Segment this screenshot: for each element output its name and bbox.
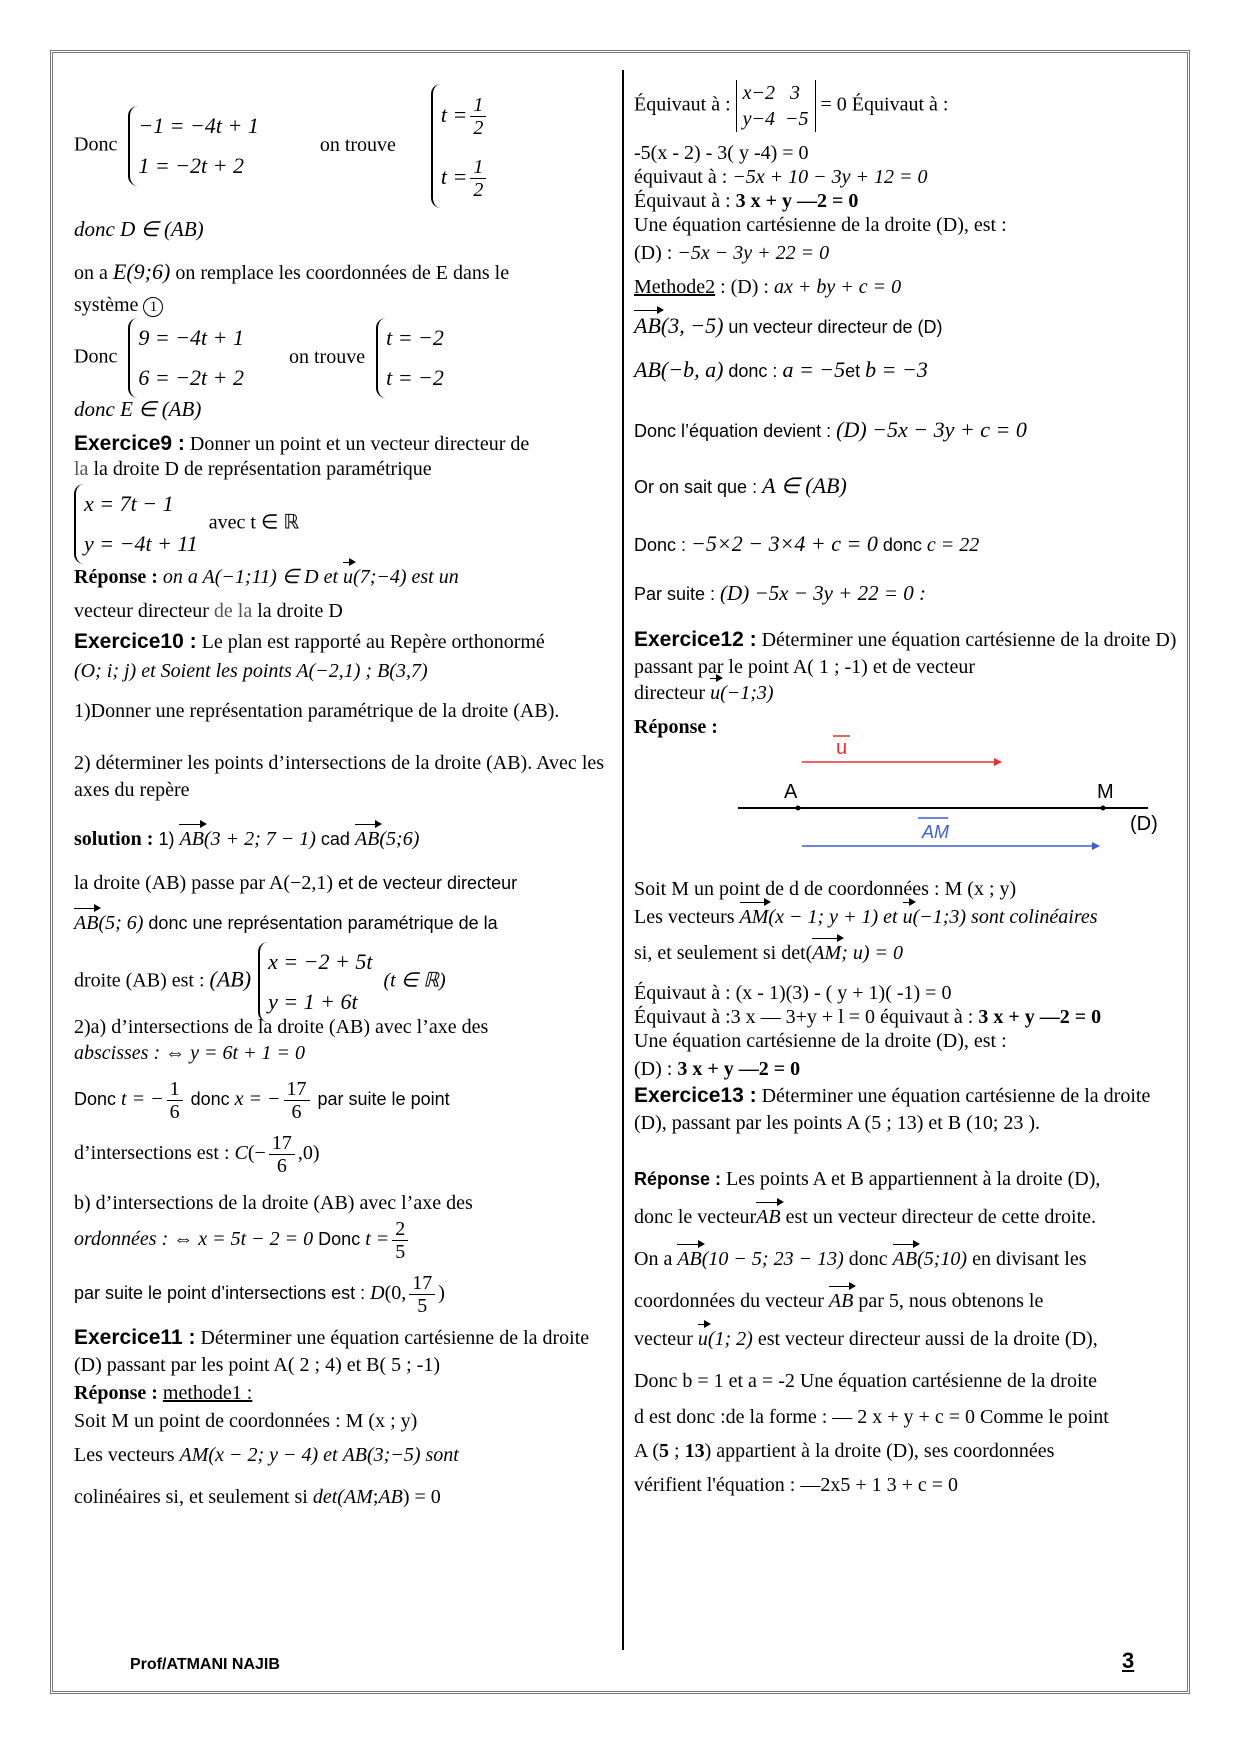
r12-line6: Une équation cartésienne de la droite (D), est :: [634, 1030, 1007, 1052]
exercice10-line2: (O; i; j) et Soient les points A(−2,1) ; B(3,7): [74, 660, 428, 682]
on-a-E-line: on a E(9;6) on remplace les coordonnées de E dans le: [74, 259, 510, 284]
systeme-line: système 1: [74, 292, 616, 319]
fig-D-label: (D): [1130, 813, 1158, 835]
r12-line5: Équivaut à :3 x — 3+y + l = 0 équivaut à : 3 x + y —2 = 0: [634, 1006, 1102, 1028]
solution-param: droite (AB) est : (AB) x = −2 + 5t y = 1 + 6t (t ∈ ℝ): [74, 942, 616, 1022]
r12-line7: (D) : 3 x + y —2 = 0: [634, 1058, 801, 1080]
methode2-equation: Donc l’équation devient : (D) −5x − 3y + c = 0: [634, 417, 1027, 442]
exercice11-heading: Exercice11 : Déterminer une équation cartésienne de la droite (D) passant par les point A( 2 ; 4) et B( 5 ; -1): [74, 1326, 590, 1376]
reponse13-line3: On a AB(10 − 5; 23 − 13) donc AB(5;10) en divisant les: [634, 1246, 1186, 1273]
fig-AM-label: AM: [922, 822, 949, 842]
methode2-result: Par suite : (D) −5x − 3y + 22 = 0 :: [634, 581, 927, 605]
solution-line1: solution : 1) AB(3 + 2; 7 − 1) cad AB(5;6): [74, 826, 616, 853]
intersection-D: par suite le point d’intersections est : D(0, $\frac{17}{5}$ ): [74, 1272, 445, 1317]
exercice9-system: x = 7t − 1 y = −4t + 11 avec t ∈ ℝ: [74, 484, 616, 564]
solution-1: t = $\frac{1}{2}$ t = $\frac{1}{2}$: [431, 84, 489, 208]
solution-line3: AB(5; 6) donc une représentation paramétrique de la: [74, 910, 616, 937]
exercice13-heading: Exercice13 : Déterminer une équation cartésienne de la droite (D), passant par les points A (5 ; 13) et B (10; 23 ).: [634, 1084, 1151, 1134]
q2a-line1: 2)a) d’intersections de la droite (AB) avec l’axe des: [74, 1016, 489, 1038]
methode2-c: Donc : −5×2 − 3×4 + c = 0 donc c = 22: [634, 531, 980, 556]
r12-line4: Équivaut à : (x - 1)(3) - ( y + 1)( -1) = 0: [634, 982, 952, 1004]
methode1-line3: colinéaires si, et seulement si det(AM;AB) = 0: [74, 1486, 441, 1508]
reponse12-label: Réponse :: [634, 716, 718, 738]
r-line6: (D) : −5x − 3y + 22 = 0: [634, 242, 830, 264]
fig-AM-arrowhead: [1092, 842, 1100, 850]
reponse13-line9: vérifient l'équation : —2x5 + 1 3 + c = 0: [634, 1474, 959, 1496]
exercice10-q1: 1)Donner une représentation paramétrique de la droite (AB).: [74, 700, 560, 722]
reponse11-line: Réponse : methode1 :: [74, 1382, 253, 1404]
equiv-determinant: Équivaut à : x−2 3 y−4 −5 = 0 Équivaut à :: [634, 82, 949, 130]
intersection-C: d’intersections est : C(− $\frac{17}{6}$ ,0): [74, 1132, 320, 1177]
exercice10-heading: Exercice10 : Le plan est rapporté au Repère orthonormé: [74, 630, 545, 653]
q2b-line1: b) d’intersections de la droite (AB) avec l’axe des: [74, 1192, 473, 1214]
system-1: Donc −1 = −4t + 1 1 = −2t + 2 on trouve t = $\frac{1}{2}$ t = $\frac{1}{2}$: [74, 84, 616, 208]
exercice9-heading: Exercice9 : Donner un point et un vecteur directeur de: [74, 432, 530, 455]
reponse13-line8: A (5 ; 13) appartient à la droite (D), ses coordonnées: [634, 1440, 1055, 1462]
exercice10-q2: 2) déterminer les points d’intersections de la droite (AB). Avec les axes du repère: [74, 752, 605, 801]
donc-t-line: Donc t = − $\frac{1}{6}$ donc x = − $\frac{17}{6}$ par suite le point: [74, 1078, 450, 1123]
column-divider: [622, 70, 624, 1650]
fig-point-M: [1101, 806, 1106, 811]
r12-line2: Les vecteurs AM(x − 1; y + 1) et u(−1;3) sont colinéaires: [634, 904, 1186, 931]
reponse13-line1: Réponse : Les points A et B appartiennent à la droite (D),: [634, 1168, 1101, 1190]
r12-line3: si, et seulement si det(AM; u) = 0: [634, 940, 1186, 967]
reponse13-line6: Donc b = 1 et a = -2 Une équation cartésienne de la droite: [634, 1370, 1097, 1392]
reponse9-line1: Réponse : on a A(−1;11) ∈ D et u(7;−4) est un: [74, 564, 616, 591]
exercice12-heading: Exercice12 : Déterminer une équation cartésienne de la droite D) passant par le point A( 1 ; -1) et de vecteur: [634, 628, 1177, 678]
circled-number: 1: [143, 297, 163, 317]
reponse9-line2: vecteur directeur de la la droite D: [74, 600, 343, 622]
fig-M-label: M: [1097, 781, 1114, 803]
reponse13-line2: donc le vecteurAB est un vecteur directeur de cette droite.: [634, 1204, 1186, 1231]
methode2-ba: AB(−b, a) donc : a = −5et b = −3: [634, 357, 928, 382]
reponse13-line5: vecteur u(1; 2) est vecteur directeur aussi de la droite (D),: [634, 1326, 1186, 1353]
reponse13-line4: coordonnées du vecteur AB par 5, nous obtenons le: [634, 1288, 1186, 1315]
solution-line2: la droite (AB) passe par A(−2,1) et de vecteur directeur: [74, 872, 518, 894]
r-line5: Une équation cartésienne de la droite (D), est :: [634, 214, 1007, 236]
figure-vectors: [634, 728, 1186, 858]
donc-E-line: donc E ∈ (AB): [74, 397, 202, 421]
donc-D-line: donc D ∈ (AB): [74, 217, 204, 241]
system-2: Donc 9 = −4t + 1 6 = −2t + 2 on trouve t = −2 t = −2: [74, 318, 616, 398]
methode1-line2: Les vecteurs AM(x − 2; y − 4) et AB(3;−5) sont: [74, 1444, 459, 1466]
r12-line1: Soit M un point de d de coordonnées : M (x ; y): [634, 878, 1017, 900]
q2a-line2: abscisses : ⇔ y = 6t + 1 = 0: [74, 1042, 306, 1064]
fig-A-label: A: [784, 781, 798, 803]
methode1-line1: Soit M un point de coordonnées : M (x ; y): [74, 1410, 418, 1432]
exercice9-line2: la la droite D de représentation paramétrique: [74, 458, 432, 480]
reponse13-line7: d est donc :de la forme : — 2 x + y + c = 0 Comme le point: [634, 1406, 1109, 1428]
methode2-or: Or on sait que : A ∈ (AB): [634, 473, 847, 498]
fig-u-label: u: [836, 737, 848, 759]
fig-u-arrowhead: [994, 758, 1002, 766]
r-line3: équivaut à : −5x + 10 − 3y + 12 = 0: [634, 166, 928, 188]
methode2-line: Methode2 : (D) : ax + by + c = 0: [634, 276, 902, 298]
exercice12-directeur: directeur u(−1;3): [634, 680, 1186, 707]
r-line2: -5(x - 2) - 3( y -4) = 0: [634, 142, 809, 164]
footer-author: Prof/ATMANI NAJIB: [130, 1656, 280, 1673]
q2b-line2: ordonnées : ⇔ x = 5t − 2 = 0 Donc t = $\frac{2}{5}$: [74, 1218, 616, 1263]
r-line4: Équivaut à : 3 x + y —2 = 0: [634, 190, 859, 212]
fig-point-A: [796, 806, 801, 811]
methode2-AB: AB(3, −5) un vecteur directeur de (D): [634, 313, 943, 338]
determinant: x−2 3 y−4 −5: [736, 80, 816, 132]
page-number: 3: [1122, 1648, 1135, 1673]
